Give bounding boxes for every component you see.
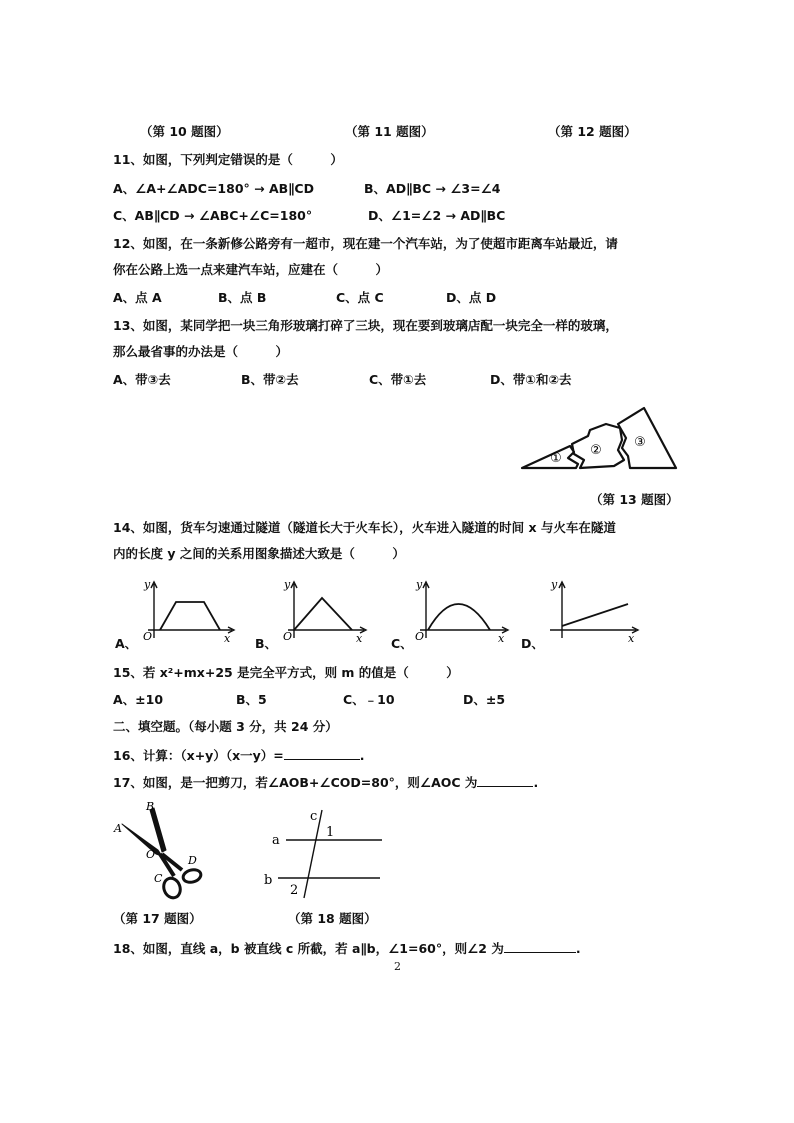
scissors-point-c: C — [154, 872, 163, 885]
q12-option-b: B、点 B — [218, 290, 267, 305]
q14-graph-a — [138, 578, 238, 644]
q18-end: . — [575, 941, 581, 956]
q12-stem-line2: 你在公路上选一点来建汽车站，应建在（ ） — [113, 262, 389, 277]
scissors-handle-d — [182, 868, 202, 884]
q16-line — [113, 747, 365, 764]
q12-stem-line1: 12、如图，在一条新修公路旁有一超市，现在建一个汽车站，为了使超市距离车站最近，请 — [113, 236, 618, 251]
q13-option-c: C、带①去 — [369, 372, 427, 387]
q11-option-d: D、∠1=∠2 → AD∥BC — [368, 208, 506, 223]
graph-b-y-label: y — [284, 578, 291, 591]
q12-option-d: D、点 D — [446, 290, 497, 305]
graph-c-curve — [428, 604, 490, 630]
q15-option-b: B、5 — [236, 692, 267, 707]
caption-fig17: （第 17 题图） — [113, 911, 202, 926]
page-number: 2 — [394, 960, 401, 973]
q11-option-a: A、∠A+∠ADC=180° → AB∥CD — [113, 181, 314, 196]
q17-scissors-figure — [112, 800, 212, 904]
q13-option-a: A、带③去 — [113, 372, 171, 387]
q17-line — [113, 774, 538, 791]
q18-answer-blank[interactable] — [504, 940, 576, 953]
q15-option-a: A、±10 — [113, 692, 164, 707]
label-a: a — [272, 833, 280, 848]
glass-label-1: ① — [550, 451, 562, 466]
caption-fig13: （第 13 题图） — [590, 492, 679, 507]
q11-option-c: C、AB∥CD → ∠ABC+∠C=180° — [113, 208, 313, 223]
q13-stem-line2: 那么最省事的办法是（ ） — [113, 344, 289, 359]
scissors-point-b: B — [146, 800, 155, 813]
q14-option-d: D、 — [521, 636, 544, 651]
q13-broken-glass-figure — [518, 402, 680, 474]
q18-line — [113, 940, 581, 957]
q16-text: 16、计算：（x+y）（x一y）= — [113, 748, 284, 763]
q11-option-b: B、AD∥BC → ∠3=∠4 — [364, 181, 501, 196]
q14-option-b: B、 — [255, 636, 278, 651]
scissors-point-d: D — [188, 854, 197, 867]
graph-c-y-label: y — [416, 578, 423, 591]
scissors-handle-c — [161, 876, 183, 900]
q12-option-a: A、点 A — [113, 290, 162, 305]
graph-a-curve — [160, 602, 220, 630]
q14-option-a: A、 — [115, 636, 138, 651]
caption-fig12: （第 12 题图） — [548, 124, 637, 139]
q15-option-c: C、﹣10 — [343, 692, 395, 707]
graph-c-x-label: x — [498, 632, 505, 645]
q18-text: 18、如图，直线 a，b 被直线 c 所截，若 a∥b，∠1=60°，则∠2 为 — [113, 941, 504, 956]
glass-label-3: ③ — [634, 435, 646, 450]
caption-fig10: （第 10 题图） — [140, 124, 229, 139]
scissors-point-o: O — [146, 848, 156, 861]
graph-b-curve — [294, 598, 352, 630]
label-angle-2: 2 — [290, 883, 299, 898]
glass-piece-3 — [618, 408, 676, 468]
q14-stem-line2: 内的长度 y 之间的关系用图象描述大致是（ ） — [113, 546, 405, 561]
graph-d-curve — [562, 604, 628, 626]
q17-answer-blank[interactable] — [477, 774, 533, 787]
graph-a-x-label: x — [224, 632, 231, 645]
q13-option-b: B、带②去 — [241, 372, 299, 387]
graph-b-x-label: x — [356, 632, 363, 645]
label-angle-1: 1 — [326, 825, 335, 840]
q14-graph-c — [412, 578, 512, 644]
graph-b-origin: O — [283, 630, 293, 643]
graph-d-x-label: x — [628, 632, 635, 645]
q13-option-d: D、带①和②去 — [490, 372, 572, 387]
graph-d-y-label: y — [551, 578, 558, 591]
caption-fig18: （第 18 题图） — [288, 911, 377, 926]
label-c: c — [310, 809, 318, 824]
graph-a-origin: O — [143, 630, 153, 643]
graph-c-origin: O — [415, 630, 425, 643]
q13-stem-line1: 13、如图，某同学把一块三角形玻璃打碎了三块，现在要到玻璃店配一块完全一样的玻璃， — [113, 318, 618, 333]
q16-answer-blank[interactable] — [284, 747, 360, 760]
q17-end: . — [533, 775, 539, 790]
q18-parallel-lines-figure — [262, 806, 386, 900]
q14-graph-b — [280, 578, 370, 644]
scissors-point-a: A — [114, 822, 122, 835]
q16-end: . — [359, 748, 365, 763]
graph-a-y-label: y — [144, 578, 151, 591]
glass-label-2: ② — [590, 443, 602, 458]
q14-stem-line1: 14、如图，货车匀速通过隧道（隧道长大于火车长），火车进入隧道的时间 x 与火车在隧道 — [113, 520, 616, 535]
q11-stem: 11、如图，下列判定错误的是（ ） — [113, 152, 343, 167]
q15-option-d: D、±5 — [463, 692, 506, 707]
q12-option-c: C、点 C — [336, 290, 384, 305]
q14-graph-d — [546, 578, 642, 644]
q15-stem: 15、若 x²+mx+25 是完全平方式，则 m 的值是（ ） — [113, 665, 459, 680]
caption-fig11: （第 11 题图） — [345, 124, 434, 139]
section-2-heading: 二、填空题。（每小题 3 分，共 24 分） — [113, 719, 338, 734]
q17-text: 17、如图，是一把剪刀，若∠AOB+∠COD=80°，则∠AOC 为 — [113, 775, 478, 790]
label-b: b — [264, 873, 273, 888]
q14-option-c: C、 — [391, 636, 413, 651]
